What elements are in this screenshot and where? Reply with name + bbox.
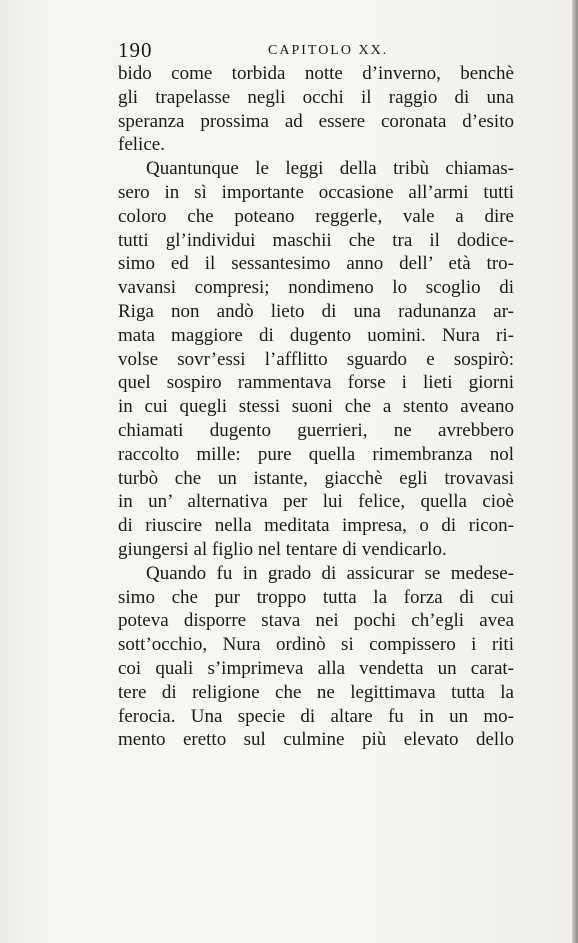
text-line: di riuscire nella meditata impresa, o di ricon- [118,515,514,537]
text-line: ferocia. Una specie di altare fu in un mo- [118,705,514,727]
text-line: mata maggiore di dugento uomini. Nura ri- [118,324,514,346]
text-line: coloro che poteano reggerle, vale a dire [118,205,514,227]
text-line: gli trapelasse negli occhi il raggio di una [118,86,514,108]
text-line: sero in sì importante occasione all’armi tutti [118,181,514,203]
text-line: raccolto mille: pure quella rimembranza nol [118,443,514,465]
text-line: tere di religione che ne legittimava tutta la [118,681,514,703]
text-line: tutti gl’individui maschii che tra il dodice- [118,229,514,251]
text-line: felice. [118,134,165,156]
text-line: giungersi al figlio nel tentare di vendicarlo. [118,538,447,560]
page-header [118,38,514,62]
text-line: vavansi compresi; nondimeno lo scoglio di [118,277,514,299]
text-line: turbò che un istante, giacchè egli trovavasi [118,467,514,489]
text-line: sott’occhio, Nura ordinò si compissero i riti [118,634,514,656]
text-line: in un’ alternativa per lui felice, quella cioè [118,491,514,513]
text-line: in cui quegli stessi suoni che a stento aveano [118,396,514,418]
text-line: simo ed il sessantesimo anno dell’ età tro- [118,253,514,275]
text-line: simo che pur troppo tutta la forza di cui [118,586,514,608]
text-line: mento eretto sul culmine più elevato dello [118,729,514,751]
text-line: Quantunque le leggi della tribù chiamas- [146,158,514,180]
text-line: poteva disporre stava nei pochi ch’egli avea [118,610,514,632]
text-line: chiamati dugento guerrieri, ne avrebbero [118,419,514,441]
text-line: coi quali s’imprimeva alla vendetta un carat- [118,657,514,679]
text-line: speranza prossima ad essere coronata d’esito [118,110,514,132]
text-line: quel sospiro rammentava forse i lieti giorni [118,372,514,394]
page-edge-shadow [572,0,578,943]
body-text [118,62,514,752]
text-line: volse sovr’essi l’afflitto sguardo e sospirò: [118,348,514,370]
page-number: 190 [118,38,153,62]
text-line: bido come torbida notte d’inverno, benchè [118,63,514,84]
text-line: Quando fu in grado di assicurar se medese- [146,562,514,584]
running-head: CAPITOLO XX. [268,43,389,58]
text-line: Riga non andò lieto di una radunanza ar- [118,300,514,322]
